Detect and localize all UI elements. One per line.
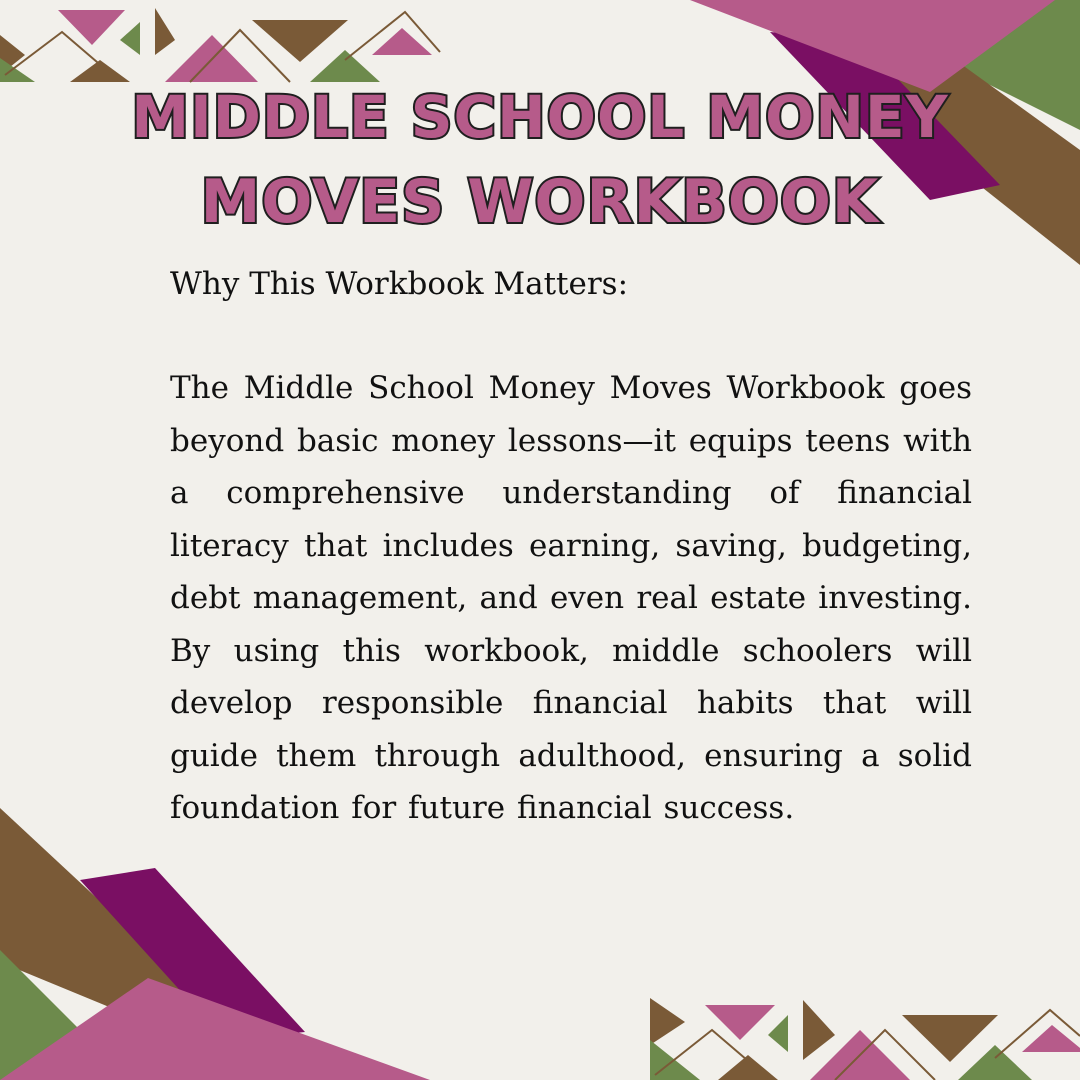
pattern-triangle xyxy=(310,50,380,82)
bottom-right-triangle-pattern xyxy=(650,998,1080,1080)
main-content xyxy=(170,258,972,835)
section-spacer xyxy=(170,310,972,362)
title-line-1: MIDDLE SCHOOL MONEY xyxy=(131,83,949,151)
pattern-triangle xyxy=(252,20,348,62)
pattern-triangle xyxy=(768,1015,788,1052)
section-body: The Middle School Money Moves Workbook goes beyond basic money lessons—it equips teens with a comprehensive understanding of financial literacy that includes earning, saving, budgeting, debt management, and even real estate investing. By using this workbook, middle schoolers will develop responsible financial habits that will guide them through adulthood, ensuring a solid foundation for future financial success. xyxy=(170,370,972,826)
section-heading: Why This Workbook Matters: xyxy=(170,266,629,302)
pattern-triangle xyxy=(705,1005,775,1040)
top-left-triangle-pattern xyxy=(0,8,440,82)
bottom-left-corner-shapes xyxy=(0,808,430,1080)
pattern-triangle xyxy=(155,8,175,55)
pattern-triangle xyxy=(803,1000,835,1060)
pattern-triangle xyxy=(718,1055,778,1080)
pattern-triangle xyxy=(902,1015,998,1062)
pattern-triangle xyxy=(650,998,685,1045)
pattern-triangle xyxy=(120,22,140,55)
pattern-triangle xyxy=(58,10,125,45)
title-line-2: MOVES WORKBOOK xyxy=(200,167,880,237)
pattern-triangle xyxy=(958,1045,1032,1080)
